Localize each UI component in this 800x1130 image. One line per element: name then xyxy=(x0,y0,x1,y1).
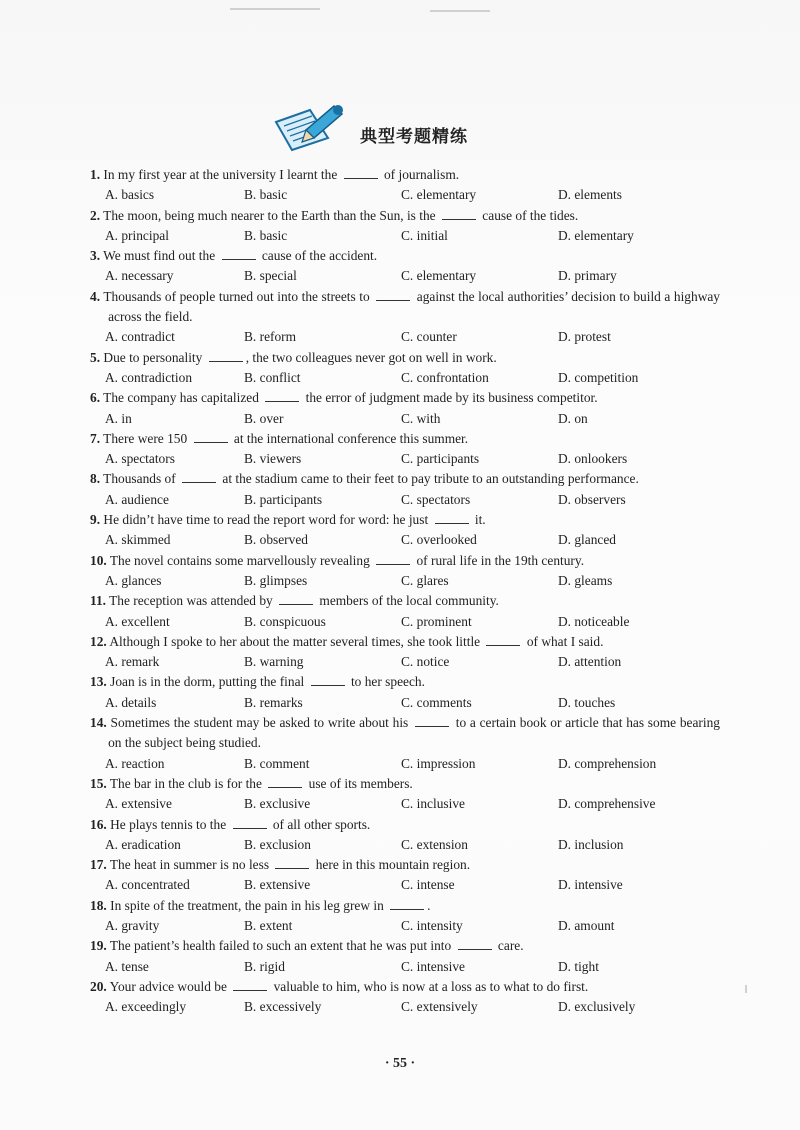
question-text: to her speech. xyxy=(347,674,425,690)
answer-blank xyxy=(486,634,520,646)
answer-option: C. intensive xyxy=(401,958,465,974)
answer-option: B. glimpses xyxy=(244,572,308,588)
answer-blank xyxy=(442,208,476,220)
question-item xyxy=(90,713,720,774)
answer-blank xyxy=(344,167,378,179)
question-text: Your advice would be xyxy=(109,978,231,994)
question-text: The heat in summer is no less xyxy=(109,857,273,873)
question-item xyxy=(90,287,720,348)
question-text: of all other sports. xyxy=(269,816,371,832)
answer-option: C. with xyxy=(401,410,441,426)
question-text: In my first year at the university I learnt the xyxy=(103,167,341,182)
question-text: We must find out the xyxy=(103,248,219,264)
answer-blank xyxy=(458,938,492,950)
question-number: 5. xyxy=(90,349,101,365)
question-number: 12. xyxy=(90,633,107,649)
answer-options xyxy=(90,571,720,591)
answer-option: A. tense xyxy=(105,958,149,974)
answer-option: A. remark xyxy=(105,654,160,670)
answer-option: D. on xyxy=(558,410,588,426)
question-item xyxy=(90,774,720,815)
answer-option: B. conspicuous xyxy=(244,613,326,629)
answer-blank xyxy=(415,715,449,727)
answer-option: B. comment xyxy=(244,755,310,771)
question-text: He plays tennis to the xyxy=(110,816,230,832)
question-text: at the stadium came to their feet to pay tribute to an outstanding performance. xyxy=(219,471,639,487)
question-number: 18. xyxy=(90,897,107,913)
question-stem xyxy=(90,348,720,368)
scan-mark xyxy=(430,10,490,12)
question-text: Joan is in the dorm, putting the final xyxy=(110,674,308,690)
answer-option: C. overlooked xyxy=(401,532,477,548)
answer-option: B. reform xyxy=(244,329,297,345)
question-number: 11. xyxy=(90,593,106,609)
answer-option: A. details xyxy=(105,694,157,710)
answer-option: A. basics xyxy=(105,187,155,203)
question-text: it. xyxy=(471,512,486,528)
question-text: of what I said. xyxy=(523,633,604,649)
answer-option: C. extensively xyxy=(401,999,478,1015)
question-text: Although I spoke to her about the matter several times, she took little xyxy=(109,633,484,649)
answer-options xyxy=(90,693,720,713)
question-item xyxy=(90,977,720,1018)
answer-options xyxy=(90,794,720,814)
question-number: 7. xyxy=(90,430,101,446)
question-text: here in this mountain region. xyxy=(312,857,471,873)
answer-option: C. confrontation xyxy=(401,369,489,385)
question-text: The patient’s health failed to such an extent that he was put into xyxy=(109,938,455,954)
answer-option: D. noticeable xyxy=(558,613,630,629)
answer-option: B. participants xyxy=(244,491,323,507)
answer-blank xyxy=(194,431,228,443)
answer-option: A. necessary xyxy=(105,268,174,284)
question-number: 13. xyxy=(90,674,107,690)
question-stem xyxy=(90,287,720,328)
answer-blank xyxy=(233,817,267,829)
answer-option: D. protest xyxy=(558,329,611,345)
answer-blank xyxy=(268,776,302,788)
answer-option: C. intense xyxy=(401,877,455,893)
question-number: 16. xyxy=(90,816,107,832)
answer-option: B. exclusion xyxy=(244,836,311,852)
answer-option: B. basic xyxy=(244,227,288,243)
answer-option: A. audience xyxy=(105,491,169,507)
answer-options xyxy=(90,226,720,246)
answer-options xyxy=(90,368,720,388)
section-title: 典型考题精练 xyxy=(360,127,468,147)
question-number: 10. xyxy=(90,552,107,568)
question-item xyxy=(90,896,720,937)
question-stem xyxy=(90,896,720,916)
answer-options xyxy=(90,612,720,632)
answer-option: A. excellent xyxy=(105,613,170,629)
question-text: to a certain book or article that has some bearing on the subject being studied. xyxy=(108,715,720,751)
question-stem xyxy=(90,774,720,794)
question-text: The company has capitalized xyxy=(103,390,263,406)
answer-option: A. spectators xyxy=(105,451,175,467)
question-item xyxy=(90,591,720,632)
question-item xyxy=(90,815,720,856)
answer-option: D. elementary xyxy=(558,227,634,243)
answer-blank xyxy=(376,553,410,565)
question-item xyxy=(90,165,720,206)
answer-option: C. spectators xyxy=(401,491,471,507)
answer-options xyxy=(90,875,720,895)
answer-option: A. extensive xyxy=(105,796,172,812)
answer-option: D. touches xyxy=(558,694,616,710)
question-number: 19. xyxy=(90,938,107,954)
answer-blank xyxy=(279,593,313,605)
question-text: the error of judgment made by its business competitor. xyxy=(302,390,598,406)
answer-option: C. impression xyxy=(401,755,476,771)
scan-mark xyxy=(230,8,320,10)
question-number: 6. xyxy=(90,390,101,406)
answer-blank xyxy=(209,350,243,362)
question-text: Thousands of xyxy=(103,471,180,487)
answer-blank xyxy=(435,512,469,524)
answer-option: A. gravity xyxy=(105,917,160,933)
answer-options xyxy=(90,449,720,469)
answer-options xyxy=(90,490,720,510)
question-number: 1. xyxy=(90,167,101,182)
answer-option: D. tight xyxy=(558,958,599,974)
answer-option: C. notice xyxy=(401,654,450,670)
question-number: 4. xyxy=(90,288,101,304)
answer-options xyxy=(90,185,720,205)
question-text: valuable to him, who is now at a loss as to what to do first. xyxy=(270,978,589,994)
answer-options xyxy=(90,327,720,347)
question-item xyxy=(90,936,720,977)
question-stem xyxy=(90,510,720,530)
question-stem xyxy=(90,713,720,754)
answer-option: C. intensity xyxy=(401,917,463,933)
question-item xyxy=(90,246,720,287)
section-header xyxy=(270,100,570,160)
question-stem xyxy=(90,936,720,956)
question-stem xyxy=(90,246,720,266)
answer-option: A. concentrated xyxy=(105,877,190,893)
question-item xyxy=(90,855,720,896)
question-stem xyxy=(90,469,720,489)
answer-option: C. glares xyxy=(401,572,449,588)
question-item xyxy=(90,429,720,470)
answer-option: C. elementary xyxy=(401,187,477,203)
question-stem xyxy=(90,388,720,408)
question-text: use of its members. xyxy=(305,775,413,791)
question-stem xyxy=(90,977,720,997)
answer-option: A. principal xyxy=(105,227,169,243)
question-item xyxy=(90,551,720,592)
question-number: 2. xyxy=(90,207,101,223)
answer-option: D. elements xyxy=(558,187,622,203)
question-number: 20. xyxy=(90,978,107,994)
answer-blank xyxy=(233,979,267,991)
notepad-pencil-icon xyxy=(270,100,350,156)
question-text: Thousands of people turned out into the streets to xyxy=(103,288,374,304)
answer-option: C. comments xyxy=(401,694,472,710)
question-stem xyxy=(90,206,720,226)
question-item xyxy=(90,632,720,673)
answer-option: C. initial xyxy=(401,227,448,243)
answer-option: B. over xyxy=(244,410,284,426)
answer-blank xyxy=(311,674,345,686)
question-text: at the international conference this summer. xyxy=(230,430,469,446)
answer-option: A. contradict xyxy=(105,329,175,345)
answer-options xyxy=(90,530,720,550)
answer-option: D. primary xyxy=(558,268,617,284)
question-item xyxy=(90,206,720,247)
answer-options xyxy=(90,754,720,774)
question-item xyxy=(90,469,720,510)
question-list xyxy=(90,165,720,1017)
question-text: care. xyxy=(494,938,524,954)
answer-option: B. observed xyxy=(244,532,308,548)
question-text: of rural life in the 19th century. xyxy=(413,552,585,568)
question-item xyxy=(90,510,720,551)
answer-blank xyxy=(222,248,256,260)
answer-blank xyxy=(265,390,299,402)
answer-options xyxy=(90,916,720,936)
answer-options xyxy=(90,997,720,1017)
answer-option: B. remarks xyxy=(244,694,303,710)
question-number: 8. xyxy=(90,471,101,487)
question-number: 15. xyxy=(90,775,107,791)
answer-option: B. excessively xyxy=(244,999,322,1015)
answer-option: C. inclusive xyxy=(401,796,465,812)
answer-option: A. exceedingly xyxy=(105,999,187,1015)
answer-option: D. attention xyxy=(558,654,622,670)
answer-option: D. inclusion xyxy=(558,836,624,852)
answer-option: A. skimmed xyxy=(105,532,171,548)
answer-option: B. special xyxy=(244,268,297,284)
answer-options xyxy=(90,266,720,286)
answer-option: D. glanced xyxy=(558,532,617,548)
answer-option: B. rigid xyxy=(244,958,285,974)
question-stem xyxy=(90,165,720,185)
answer-option: C. elementary xyxy=(401,268,477,284)
answer-option: B. extent xyxy=(244,917,293,933)
question-number: 17. xyxy=(90,857,107,873)
answer-option: D. observers xyxy=(558,491,626,507)
answer-blank xyxy=(182,471,216,483)
answer-options xyxy=(90,409,720,429)
answer-option: B. warning xyxy=(244,654,304,670)
answer-option: D. comprehension xyxy=(558,755,657,771)
question-text: , the two colleagues never got on well in work. xyxy=(245,349,497,365)
answer-option: D. gleams xyxy=(558,572,613,588)
answer-option: D. exclusively xyxy=(558,999,636,1015)
answer-option: A. in xyxy=(105,410,132,426)
question-number: 14. xyxy=(90,715,107,731)
answer-option: C. counter xyxy=(401,329,457,345)
question-stem xyxy=(90,591,720,611)
answer-option: D. intensive xyxy=(558,877,623,893)
page-number: · 55 · xyxy=(384,1056,416,1071)
question-text: Due to personality xyxy=(103,349,206,365)
question-item xyxy=(90,672,720,713)
answer-option: D. onlookers xyxy=(558,451,628,467)
question-item xyxy=(90,348,720,389)
answer-option: A. eradication xyxy=(105,836,181,852)
question-text: . xyxy=(427,897,431,913)
answer-blank xyxy=(390,898,424,910)
question-number: 9. xyxy=(90,512,101,528)
answer-options xyxy=(90,652,720,672)
answer-option: C. prominent xyxy=(401,613,472,629)
question-stem xyxy=(90,551,720,571)
question-number: 3. xyxy=(90,248,101,264)
question-stem xyxy=(90,429,720,449)
question-stem xyxy=(90,815,720,835)
answer-option: A. reaction xyxy=(105,755,165,771)
question-text: against the local authorities’ decision to build a highway across the field. xyxy=(108,288,720,325)
question-text: The reception was attended by xyxy=(109,593,277,609)
answer-option: B. extensive xyxy=(244,877,311,893)
answer-option: C. extension xyxy=(401,836,468,852)
question-text: cause of the accident. xyxy=(258,248,378,264)
answer-option: D. competition xyxy=(558,369,639,385)
question-text: In spite of the treatment, the pain in his leg grew in xyxy=(110,897,388,913)
question-stem xyxy=(90,632,720,652)
answer-option: A. glances xyxy=(105,572,162,588)
answer-option: B. basic xyxy=(244,187,288,203)
answer-blank xyxy=(376,289,410,301)
question-item xyxy=(90,388,720,429)
answer-blank xyxy=(275,857,309,869)
question-text: of journalism. xyxy=(380,167,460,182)
question-text: members of the local community. xyxy=(316,593,499,609)
question-text: The moon, being much nearer to the Earth than the Sun, is the xyxy=(103,207,439,223)
answer-options xyxy=(90,835,720,855)
answer-options xyxy=(90,957,720,977)
question-text: The bar in the club is for the xyxy=(109,775,266,791)
answer-option: B. exclusive xyxy=(244,796,311,812)
answer-option: D. amount xyxy=(558,917,615,933)
answer-option: C. participants xyxy=(401,451,480,467)
answer-option: A. contradiction xyxy=(105,369,193,385)
answer-option: B. conflict xyxy=(244,369,301,385)
question-text: The novel contains some marvellously revealing xyxy=(109,552,374,568)
question-text: There were 150 xyxy=(103,430,191,446)
question-text: cause of the tides. xyxy=(478,207,579,223)
question-stem xyxy=(90,672,720,692)
answer-option: B. viewers xyxy=(244,451,302,467)
question-stem xyxy=(90,855,720,875)
question-text: He didn’t have time to read the report word for word: he just xyxy=(103,512,432,528)
answer-option: D. comprehensive xyxy=(558,796,656,812)
question-text: Sometimes the student may be asked to write about his xyxy=(110,715,412,731)
scan-mark xyxy=(745,985,747,993)
